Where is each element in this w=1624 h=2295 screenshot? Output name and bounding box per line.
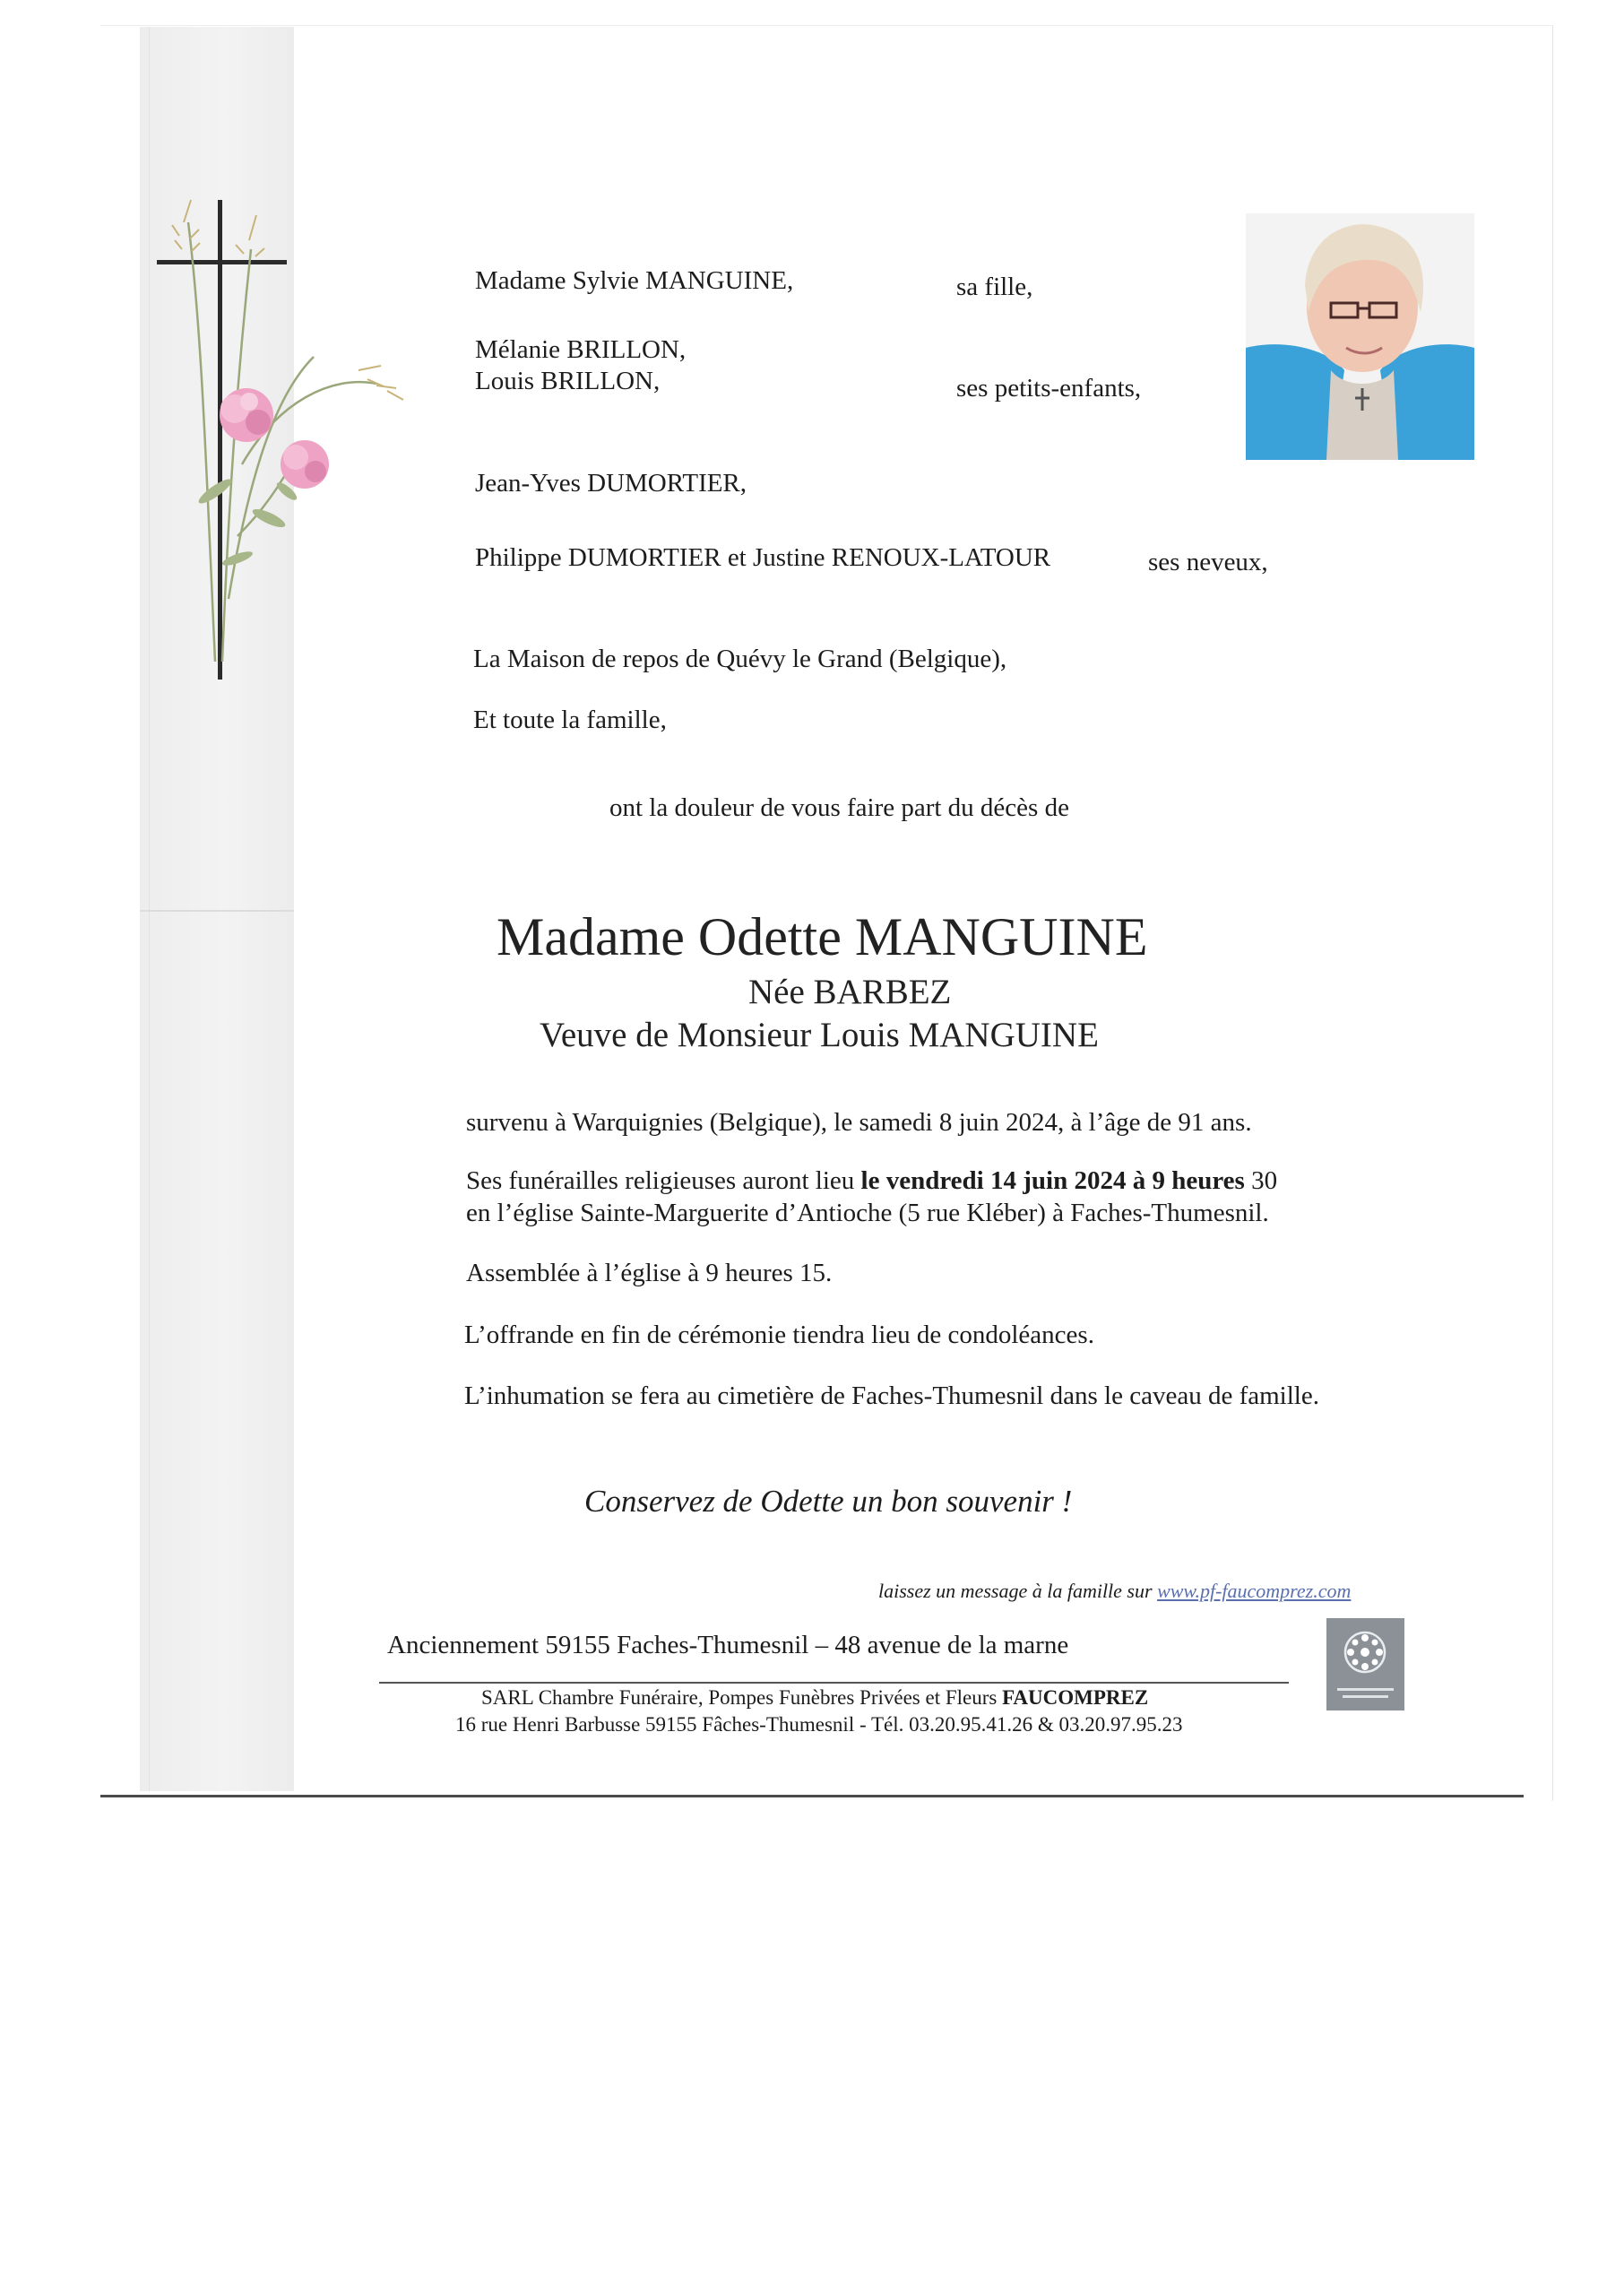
funeral-time-end: 30	[1244, 1166, 1278, 1195]
daughter-name: Madame Sylvie MANGUINE,	[475, 266, 794, 295]
message-prefix: laissez un message à la famille sur	[878, 1580, 1158, 1602]
company-name: FAUCOMPREZ	[1002, 1686, 1149, 1709]
portrait-image	[1246, 213, 1474, 460]
sheet-bottom-edge	[100, 1795, 1524, 1797]
assembly-line: Assemblée à l’église à 9 heures 15.	[466, 1259, 833, 1287]
death-details: survenu à Warquignies (Belgique), le samedi 8 juin 2024, à l’âge de 91 ans.	[466, 1108, 1252, 1137]
former-address: Anciennement 59155 Faches-Thumesnil – 48 avenue de la marne	[387, 1631, 1069, 1659]
footer-divider	[379, 1682, 1289, 1684]
faucomprez-logo	[1326, 1618, 1404, 1710]
strip-fold-line	[140, 910, 294, 912]
company-contact: 16 rue Henri Barbusse 59155 Fâches-Thumesnil - Tél. 03.20.95.41.26 & 03.20.97.95.23	[455, 1713, 1183, 1736]
daughter-role: sa fille,	[956, 273, 1033, 301]
funeral-intro: Ses funérailles religieuses auront lieu	[466, 1166, 861, 1195]
church-line: en l’église Sainte-Marguerite d’Antioche (5 rue Kléber) à Faches-Thumesnil.	[466, 1199, 1269, 1227]
grandchild-name-1: Mélanie BRILLON,	[475, 335, 687, 364]
burial-line: L’inhumation se fera au cimetière de Faches-Thumesnil dans le caveau de famille.	[464, 1381, 1319, 1410]
cross-horizontal-beam	[157, 260, 287, 264]
cross-vertical-beam	[218, 200, 222, 680]
closing-line: Conservez de Odette un bon souvenir !	[584, 1484, 1073, 1519]
deceased-name: Madame Odette MANGUINE	[497, 907, 1148, 966]
nephews-role: ses neveux,	[1148, 548, 1268, 576]
funeral-date: le vendredi 14 juin 2024 à 9 heures	[860, 1166, 1245, 1195]
grandchild-name-2: Louis BRILLON,	[475, 367, 661, 395]
announcement-line: ont la douleur de vous faire part du décès de	[609, 793, 1069, 822]
portrait-photo	[1246, 213, 1474, 460]
care-home: La Maison de repos de Quévy le Grand (Belgique),	[473, 645, 1007, 673]
flower-lower	[281, 440, 329, 489]
cross-with-flowers-icon	[152, 195, 421, 688]
strip-edge-line	[149, 27, 150, 1791]
website-link[interactable]: www.pf-faucomprez.com	[1157, 1580, 1352, 1602]
stems	[188, 222, 376, 662]
star-emblem-icon	[1326, 1618, 1404, 1710]
company-prefix: SARL Chambre Funéraire, Pompes Funèbres Privées et Fleurs	[481, 1686, 1003, 1709]
nephew-name-1: Jean-Yves DUMORTIER,	[475, 469, 747, 498]
grandchildren-role: ses petits-enfants,	[956, 374, 1142, 403]
offering-line: L’offrande en fin de cérémonie tiendra lieu de condoléances.	[464, 1321, 1094, 1349]
company-line	[481, 1685, 1148, 1710]
nephew-name-2: Philippe DUMORTIER et Justine RENOUX-LATOUR	[475, 543, 1051, 572]
deceased-maiden-name: Née BARBEZ	[748, 973, 952, 1011]
wheat-ears	[172, 200, 403, 400]
all-family: Et toute la famille,	[473, 706, 667, 734]
funeral-line	[466, 1165, 1277, 1196]
flower-upper	[220, 388, 273, 442]
message-line	[878, 1580, 1351, 1603]
deceased-widow-of: Veuve de Monsieur Louis MANGUINE	[540, 1016, 1099, 1054]
